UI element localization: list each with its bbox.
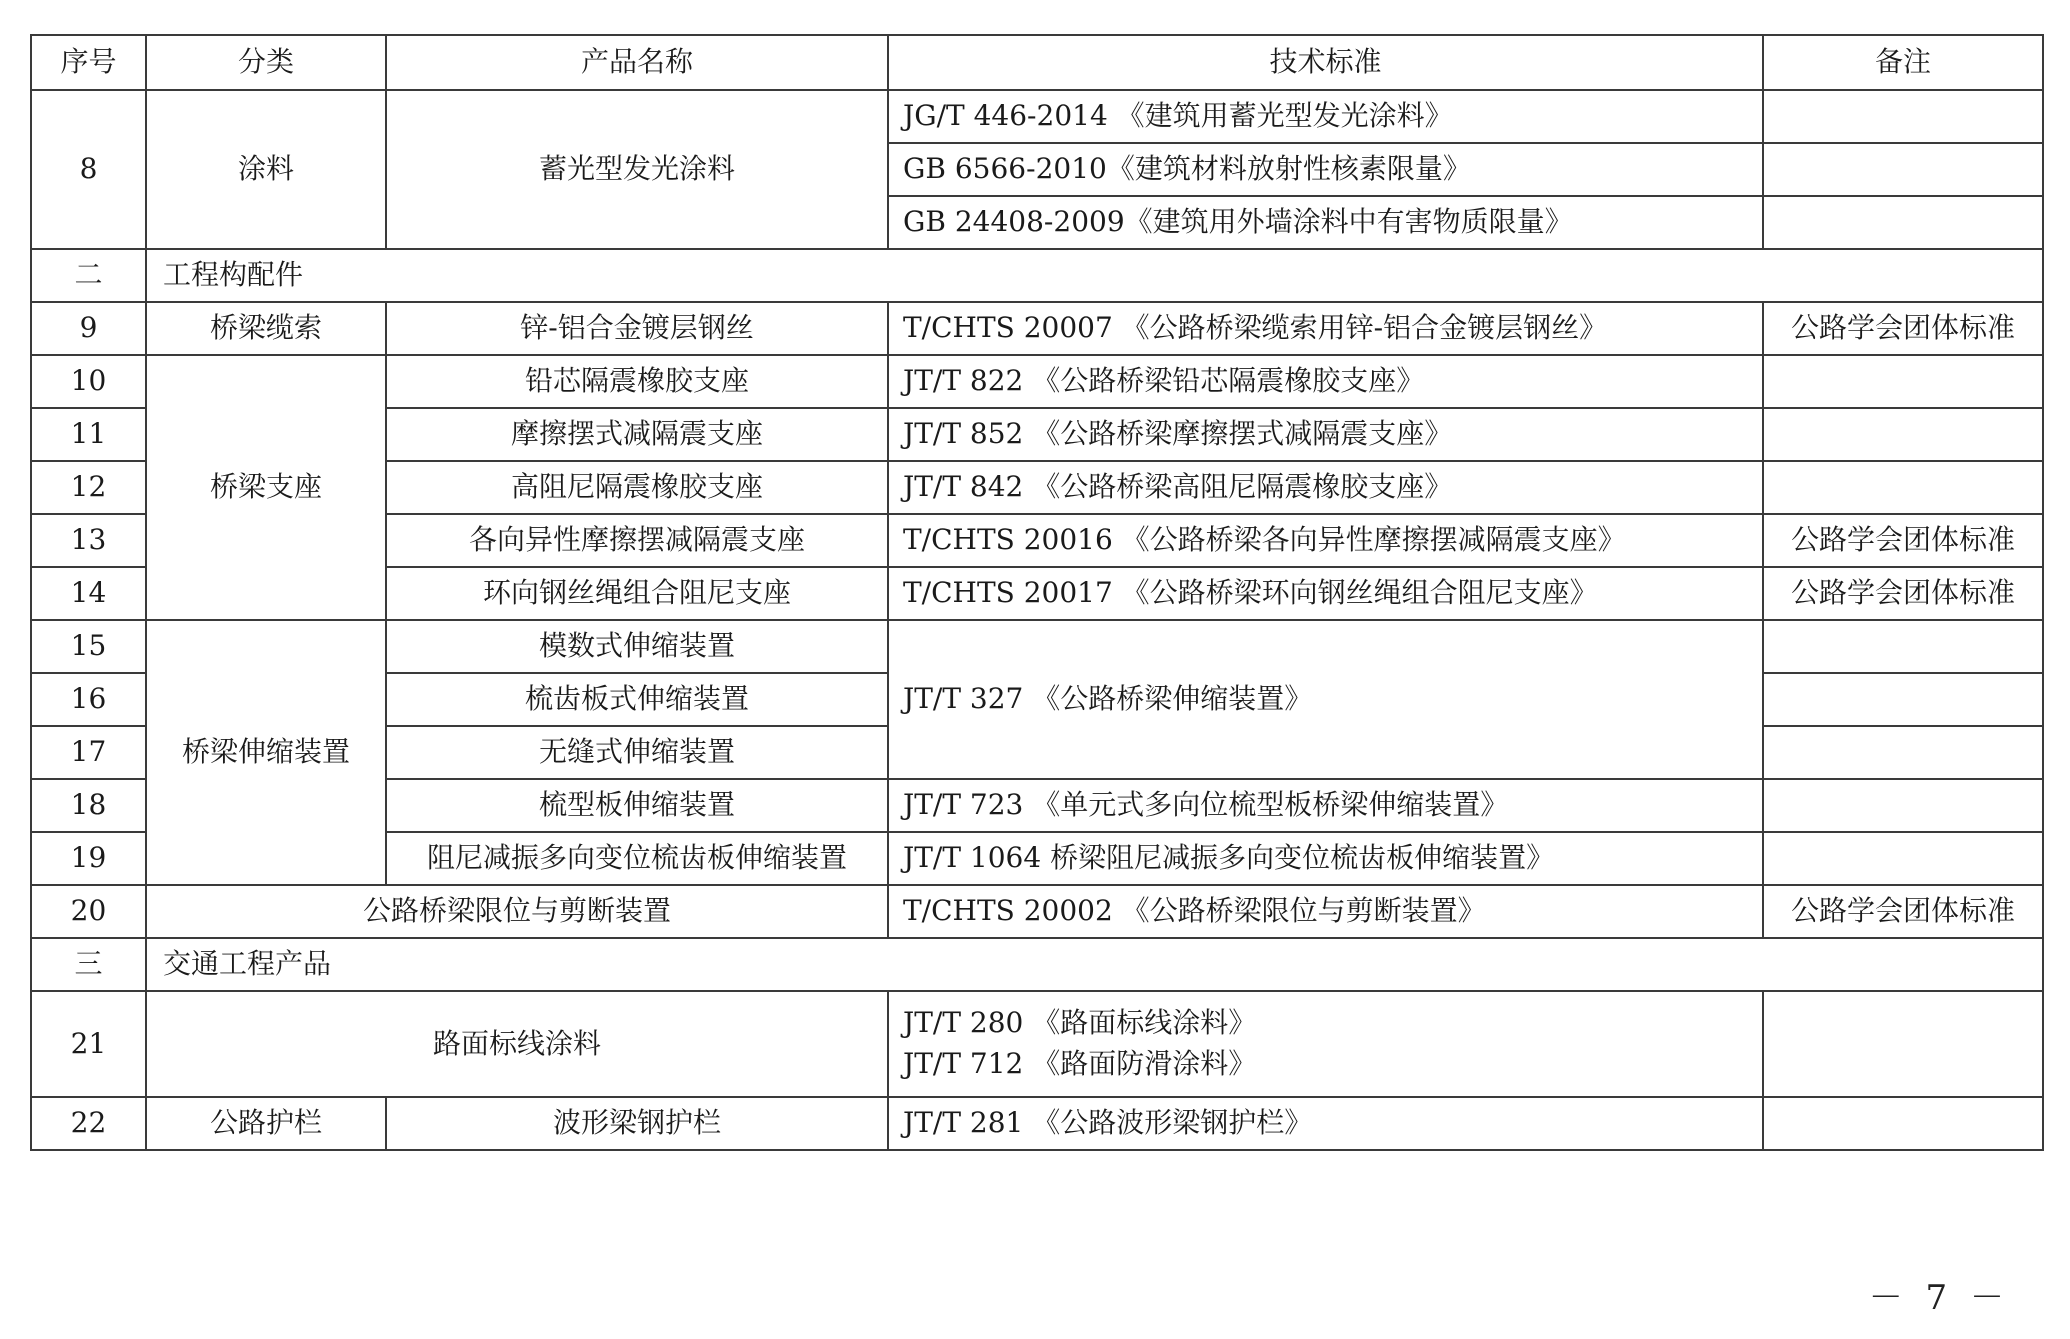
table-row xyxy=(31,991,2043,1097)
standard-cell: JT/T 1064 桥梁阻尼减振多向变位梳齿板伸缩装置》 xyxy=(888,832,1763,885)
product-cell: 环向钢丝绳组合阻尼支座 xyxy=(386,567,888,620)
document-page xyxy=(30,34,2042,1151)
category-cell: 桥梁伸缩装置 xyxy=(146,620,386,885)
remark-cell xyxy=(1763,461,2043,514)
seq-cell: 8 xyxy=(31,90,146,249)
standard-cell: JT/T 281 《公路波形梁钢护栏》 xyxy=(888,1097,1763,1150)
table-header-row xyxy=(31,35,2043,90)
standard-cell: GB 6566-2010《建筑材料放射性核素限量》 xyxy=(888,143,1763,196)
category-cell: 公路护栏 xyxy=(146,1097,386,1150)
remark-cell xyxy=(1763,408,2043,461)
remark-cell: 公路学会团体标准 xyxy=(1763,567,2043,620)
standard-cell: JT/T 723 《单元式多向位梳型板桥梁伸缩装置》 xyxy=(888,779,1763,832)
product-cell: 蓄光型发光涂料 xyxy=(386,90,888,249)
seq-cell: 14 xyxy=(31,567,146,620)
header-seq: 序号 xyxy=(31,35,146,90)
product-cell: 波形梁钢护栏 xyxy=(386,1097,888,1150)
section-number: 二 xyxy=(31,249,146,302)
product-cell: 路面标线涂料 xyxy=(146,991,888,1097)
header-product: 产品名称 xyxy=(386,35,888,90)
remark-cell xyxy=(1763,991,2043,1097)
section-row xyxy=(31,938,2043,991)
remark-cell: 公路学会团体标准 xyxy=(1763,885,2043,938)
product-cell: 公路桥梁限位与剪断装置 xyxy=(146,885,888,938)
remark-cell: 公路学会团体标准 xyxy=(1763,514,2043,567)
category-cell: 桥梁支座 xyxy=(146,355,386,620)
remark-cell xyxy=(1763,832,2043,885)
section-title: 工程构配件 xyxy=(146,249,2043,302)
standard-cell: JT/T 327 《公路桥梁伸缩装置》 xyxy=(888,620,1763,779)
category-cell: 涂料 xyxy=(146,90,386,249)
seq-cell: 9 xyxy=(31,302,146,355)
seq-cell: 17 xyxy=(31,726,146,779)
remark-cell xyxy=(1763,1097,2043,1150)
seq-cell: 22 xyxy=(31,1097,146,1150)
standard-cell: JT/T 822 《公路桥梁铅芯隔震橡胶支座》 xyxy=(888,355,1763,408)
product-cell: 阻尼减振多向变位梳齿板伸缩装置 xyxy=(386,832,888,885)
remark-cell xyxy=(1763,143,2043,196)
remark-cell xyxy=(1763,673,2043,726)
table-row xyxy=(31,620,2043,673)
product-cell: 铅芯隔震橡胶支座 xyxy=(386,355,888,408)
remark-cell xyxy=(1763,355,2043,408)
category-cell: 桥梁缆索 xyxy=(146,302,386,355)
table-row xyxy=(31,90,2043,143)
product-cell: 锌-铝合金镀层钢丝 xyxy=(386,302,888,355)
table-row xyxy=(31,355,2043,408)
section-title: 交通工程产品 xyxy=(146,938,2043,991)
standard-cell: GB 24408-2009《建筑用外墙涂料中有害物质限量》 xyxy=(888,196,1763,249)
remark-cell xyxy=(1763,620,2043,673)
header-category: 分类 xyxy=(146,35,386,90)
standard-cell: JT/T 842 《公路桥梁高阻尼隔震橡胶支座》 xyxy=(888,461,1763,514)
header-standard: 技术标准 xyxy=(888,35,1763,90)
product-cell: 梳型板伸缩装置 xyxy=(386,779,888,832)
remark-cell xyxy=(1763,90,2043,143)
remark-cell: 公路学会团体标准 xyxy=(1763,302,2043,355)
table-row xyxy=(31,1097,2043,1150)
section-row xyxy=(31,249,2043,302)
seq-cell: 15 xyxy=(31,620,146,673)
product-cell: 摩擦摆式减隔震支座 xyxy=(386,408,888,461)
seq-cell: 13 xyxy=(31,514,146,567)
product-cell: 高阻尼隔震橡胶支座 xyxy=(386,461,888,514)
seq-cell: 11 xyxy=(31,408,146,461)
standard-line: JT/T 280 《路面标线涂料》 xyxy=(903,1006,1257,1040)
standards-table xyxy=(30,34,2044,1151)
product-cell: 梳齿板式伸缩装置 xyxy=(386,673,888,726)
standard-cell: JT/T 852 《公路桥梁摩擦摆式减隔震支座》 xyxy=(888,408,1763,461)
seq-cell: 18 xyxy=(31,779,146,832)
standard-cell xyxy=(888,991,1763,1097)
product-cell: 无缝式伸缩装置 xyxy=(386,726,888,779)
page-number: － 7 － xyxy=(1868,1278,2010,1318)
remark-cell xyxy=(1763,779,2043,832)
table-row xyxy=(31,302,2043,355)
table-row xyxy=(31,885,2043,938)
product-cell: 模数式伸缩装置 xyxy=(386,620,888,673)
standard-cell: T/CHTS 20002 《公路桥梁限位与剪断装置》 xyxy=(888,885,1763,938)
standard-line: JT/T 712 《路面防滑涂料》 xyxy=(903,1047,1257,1080)
section-number: 三 xyxy=(31,938,146,991)
seq-cell: 12 xyxy=(31,461,146,514)
remark-cell xyxy=(1763,726,2043,779)
standard-cell: T/CHTS 20016 《公路桥梁各向异性摩擦摆减隔震支座》 xyxy=(888,514,1763,567)
standard-cell: T/CHTS 20007 《公路桥梁缆索用锌-铝合金镀层钢丝》 xyxy=(888,302,1763,355)
seq-cell: 10 xyxy=(31,355,146,408)
seq-cell: 16 xyxy=(31,673,146,726)
seq-cell: 21 xyxy=(31,991,146,1097)
seq-cell: 19 xyxy=(31,832,146,885)
header-remark: 备注 xyxy=(1763,35,2043,90)
standard-cell: JG/T 446-2014 《建筑用蓄光型发光涂料》 xyxy=(888,90,1763,143)
seq-cell: 20 xyxy=(31,885,146,938)
remark-cell xyxy=(1763,196,2043,249)
product-cell: 各向异性摩擦摆减隔震支座 xyxy=(386,514,888,567)
standard-cell: T/CHTS 20017 《公路桥梁环向钢丝绳组合阻尼支座》 xyxy=(888,567,1763,620)
